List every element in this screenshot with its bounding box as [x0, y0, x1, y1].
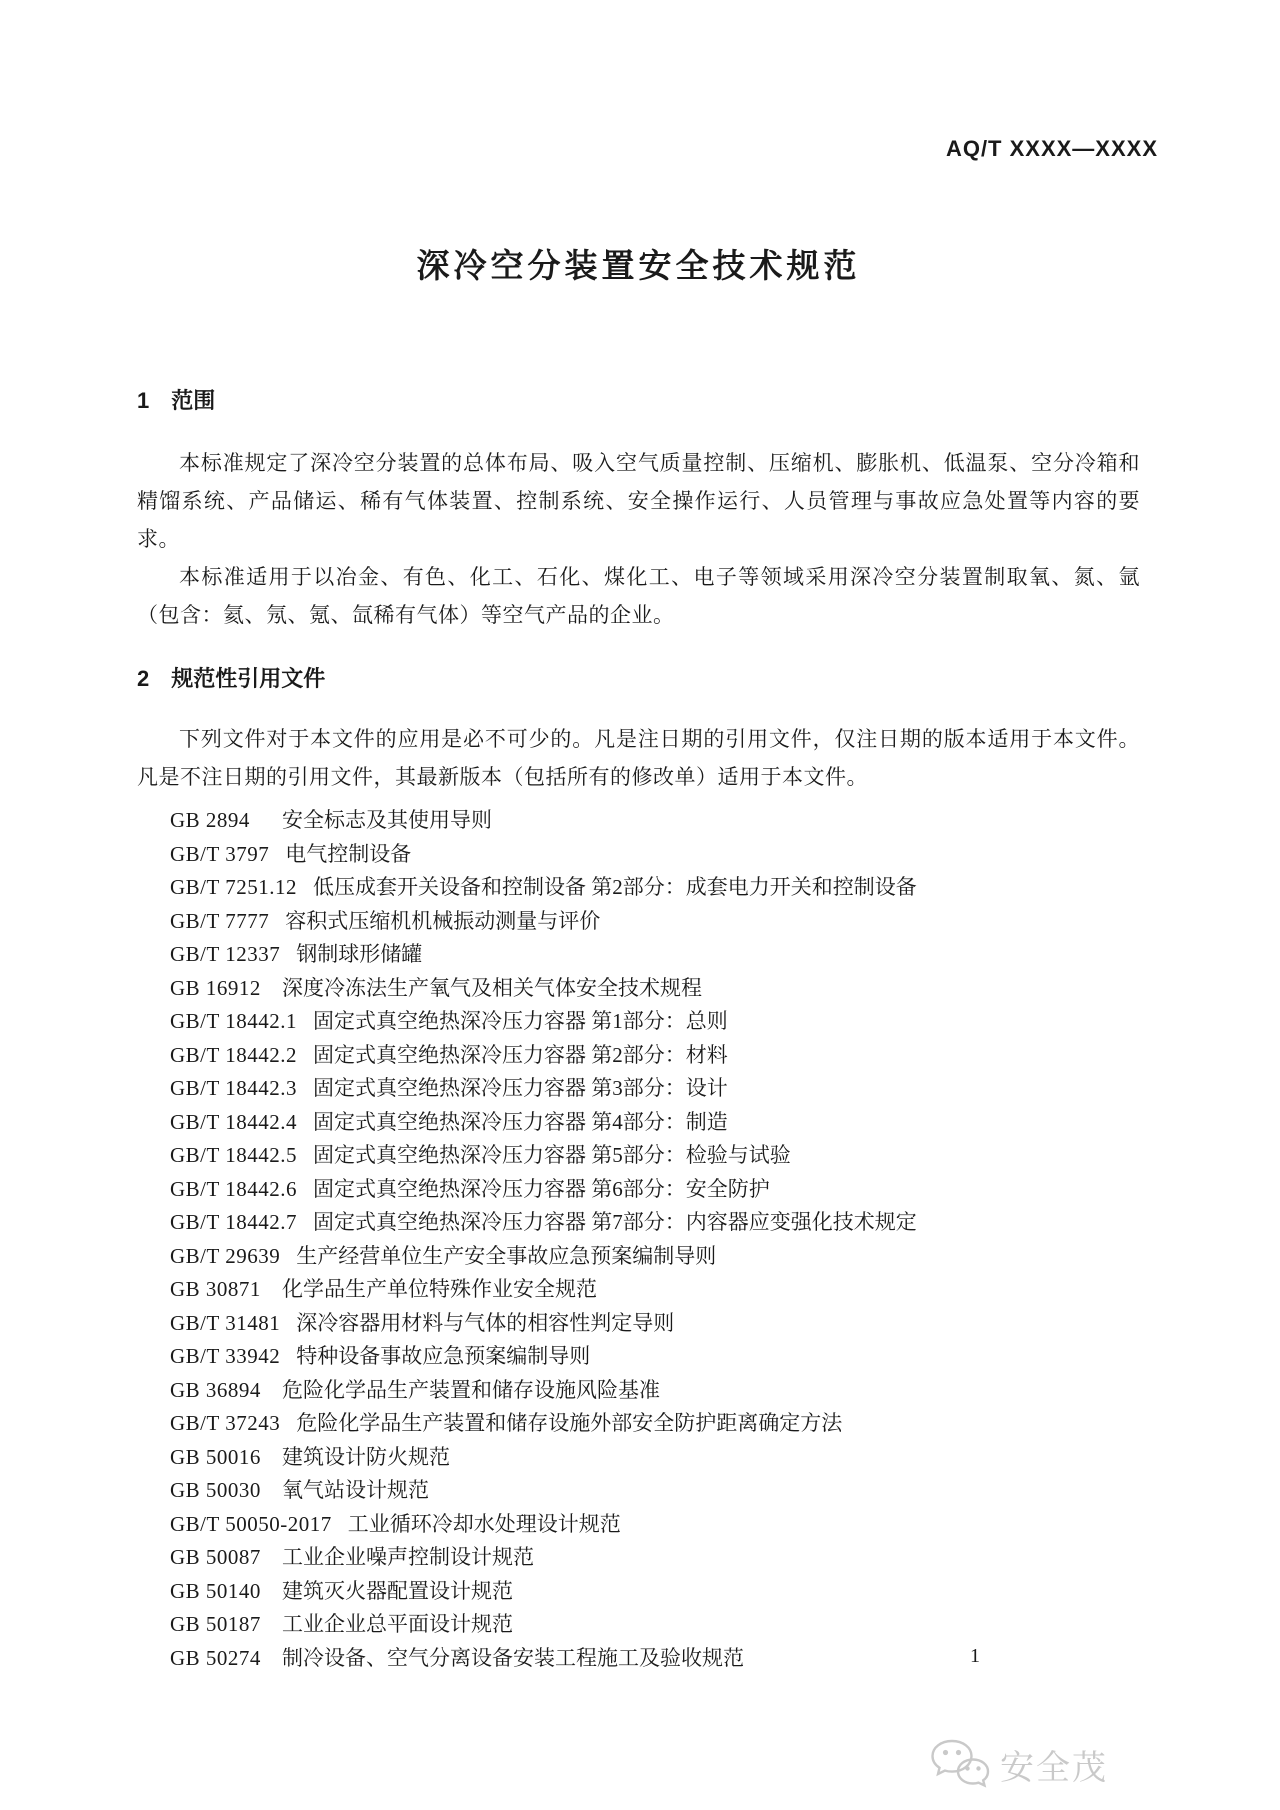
reference-code: GB/T 12337: [170, 942, 281, 966]
watermark-label: 安全茂: [1000, 1748, 1108, 1787]
reference-code: GB/T 29639: [170, 1243, 281, 1268]
reference-item: [170, 1206, 1140, 1240]
reference-title: 安全标志及其使用导则: [282, 808, 492, 832]
reference-item: [170, 972, 1140, 1006]
reference-item: [170, 1441, 1140, 1475]
reference-code: GB/T 18442.7: [170, 1210, 297, 1234]
reference-title: 工业企业噪声控制设计规范: [282, 1545, 534, 1569]
reference-item: [170, 1340, 1140, 1374]
reference-code: GB/T 18442.2: [170, 1042, 297, 1067]
reference-item: [170, 1139, 1140, 1173]
reference-item: [170, 1173, 1140, 1207]
reference-code: GB 50187: [170, 1612, 261, 1636]
reference-title: 低压成套开关设备和控制设备 第2部分：成套电力开关和控制设备: [312, 875, 917, 899]
reference-item: [170, 1508, 1140, 1542]
reference-title: 氧气站设计规范: [282, 1478, 429, 1502]
reference-title: 化学品生产单位特殊作业安全规范: [282, 1277, 597, 1301]
reference-title: 建筑设计防火规范: [282, 1444, 450, 1469]
reference-item: [170, 1039, 1140, 1073]
references-list: [170, 804, 1140, 1675]
reference-item: [170, 1374, 1140, 1408]
reference-code: GB/T 18442.5: [170, 1143, 297, 1167]
reference-item: [170, 1106, 1140, 1140]
reference-item: [170, 938, 1140, 972]
reference-code: GB/T 37243: [170, 1411, 281, 1435]
reference-title: 工业企业总平面设计规范: [282, 1612, 513, 1636]
section-1-number: 1: [137, 388, 150, 413]
reference-title: 固定式真空绝热深冷压力容器 第1部分：总则: [312, 1009, 728, 1033]
reference-title: 制冷设备、空气分离设备安装工程施工及验收规范: [282, 1645, 744, 1670]
reference-code: GB 2894: [170, 808, 250, 832]
reference-code: GB 50087: [170, 1545, 261, 1569]
scope-paragraph-2: 本标准适用于以冶金、有色、化工、石化、煤化工、电子等领域采用深冷空分装置制取氧、氮、氩（包含：氦、氖、氪、氙稀有气体）等空气产品的企业。: [137, 565, 1140, 627]
reference-code: GB/T 33942: [170, 1344, 281, 1368]
scope-paragraph-1: 本标准规定了深冷空分装置的总体布局、吸入空气质量控制、压缩机、膨胀机、低温泵、空分冷箱和精馏系统、产品储运、稀有气体装置、控制系统、安全操作运行、人员管理与事故应急处置等内容的要求。: [137, 451, 1140, 551]
reference-code: GB/T 18442.6: [170, 1176, 297, 1201]
reference-code: GB/T 31481: [170, 1310, 281, 1335]
section-1-heading: [137, 388, 1140, 414]
reference-item: [170, 1240, 1140, 1274]
reference-item: [170, 905, 1140, 939]
section-2-heading: [137, 666, 1140, 692]
standard-code: AQ/T XXXX—XXXX: [945, 136, 1158, 161]
reference-code: GB 30871: [170, 1277, 261, 1301]
reference-title: 钢制球形储罐: [296, 942, 423, 966]
section-2-number: 2: [137, 666, 150, 691]
reference-title: 危险化学品生产装置和储存设施风险基准: [282, 1377, 660, 1402]
reference-title: 固定式真空绝热深冷压力容器 第4部分：制造: [312, 1109, 728, 1134]
reference-code: GB 16912: [170, 975, 261, 1000]
reference-item: [170, 1005, 1140, 1039]
reference-title: 危险化学品生产装置和储存设施外部安全防护距离确定方法: [296, 1411, 843, 1435]
reference-item: [170, 838, 1140, 872]
reference-item: [170, 1608, 1140, 1642]
reference-code: GB 50016: [170, 1444, 261, 1469]
reference-code: GB/T 18442.4: [170, 1109, 297, 1134]
reference-code: GB 50030: [170, 1478, 261, 1502]
reference-item: [170, 1642, 1140, 1676]
section-2-title: 规范性引用文件: [171, 666, 326, 691]
document-body: [137, 388, 1140, 1675]
document-title: 深冷空分装置安全技术规范: [416, 247, 861, 284]
reference-item: [170, 1474, 1140, 1508]
reference-title: 固定式真空绝热深冷压力容器 第3部分：设计: [312, 1076, 728, 1100]
reference-code: GB/T 18442.1: [170, 1009, 297, 1033]
reference-title: 固定式真空绝热深冷压力容器 第2部分：材料: [312, 1042, 728, 1067]
reference-item: [170, 1273, 1140, 1307]
reference-item: [170, 804, 1140, 838]
reference-title: 特种设备事故应急预案编制导则: [296, 1344, 591, 1368]
reference-code: GB 36894: [170, 1377, 261, 1402]
reference-item: [170, 1407, 1140, 1441]
reference-title: 电气控制设备: [285, 841, 412, 866]
references-intro-paragraph: 下列文件对于本文件的应用是必不可少的。凡是注日期的引用文件，仅注日期的版本适用于本文件。凡是不注日期的引用文件，其最新版本（包括所有的修改单）适用于本文件。: [137, 727, 1140, 789]
wechat-chat-bubbles-icon: [928, 1738, 992, 1790]
reference-item: [170, 871, 1140, 905]
watermark: [928, 1738, 1108, 1790]
reference-title: 固定式真空绝热深冷压力容器 第7部分：内容器应变强化技术规定: [312, 1210, 917, 1234]
section-1-title: 范围: [171, 388, 216, 413]
reference-title: 容积式压缩机机械振动测量与评价: [285, 908, 601, 933]
reference-title: 深度冷冻法生产氧气及相关气体安全技术规程: [282, 975, 702, 1000]
reference-item: [170, 1575, 1140, 1609]
reference-title: 深冷容器用材料与气体的相容性判定导则: [296, 1310, 675, 1335]
reference-code: GB/T 18442.3: [170, 1076, 297, 1100]
reference-code: GB 50274: [170, 1645, 261, 1670]
reference-code: GB/T 7251.12: [170, 875, 297, 899]
reference-code: GB/T 50050-2017: [170, 1511, 332, 1536]
reference-title: 工业循环冷却水处理设计规范: [347, 1511, 621, 1536]
reference-title: 固定式真空绝热深冷压力容器 第5部分：检验与试验: [312, 1143, 791, 1167]
reference-item: [170, 1307, 1140, 1341]
reference-code: GB/T 3797: [170, 841, 270, 866]
reference-code: GB/T 7777: [170, 908, 270, 933]
reference-title: 固定式真空绝热深冷压力容器 第6部分：安全防护: [312, 1176, 770, 1201]
reference-code: GB 50140: [170, 1578, 261, 1603]
reference-item: [170, 1541, 1140, 1575]
reference-title: 建筑灭火器配置设计规范: [282, 1578, 513, 1603]
reference-title: 生产经营单位生产安全事故应急预案编制导则: [296, 1243, 717, 1268]
reference-item: [170, 1072, 1140, 1106]
page-number: 1: [970, 1645, 980, 1667]
